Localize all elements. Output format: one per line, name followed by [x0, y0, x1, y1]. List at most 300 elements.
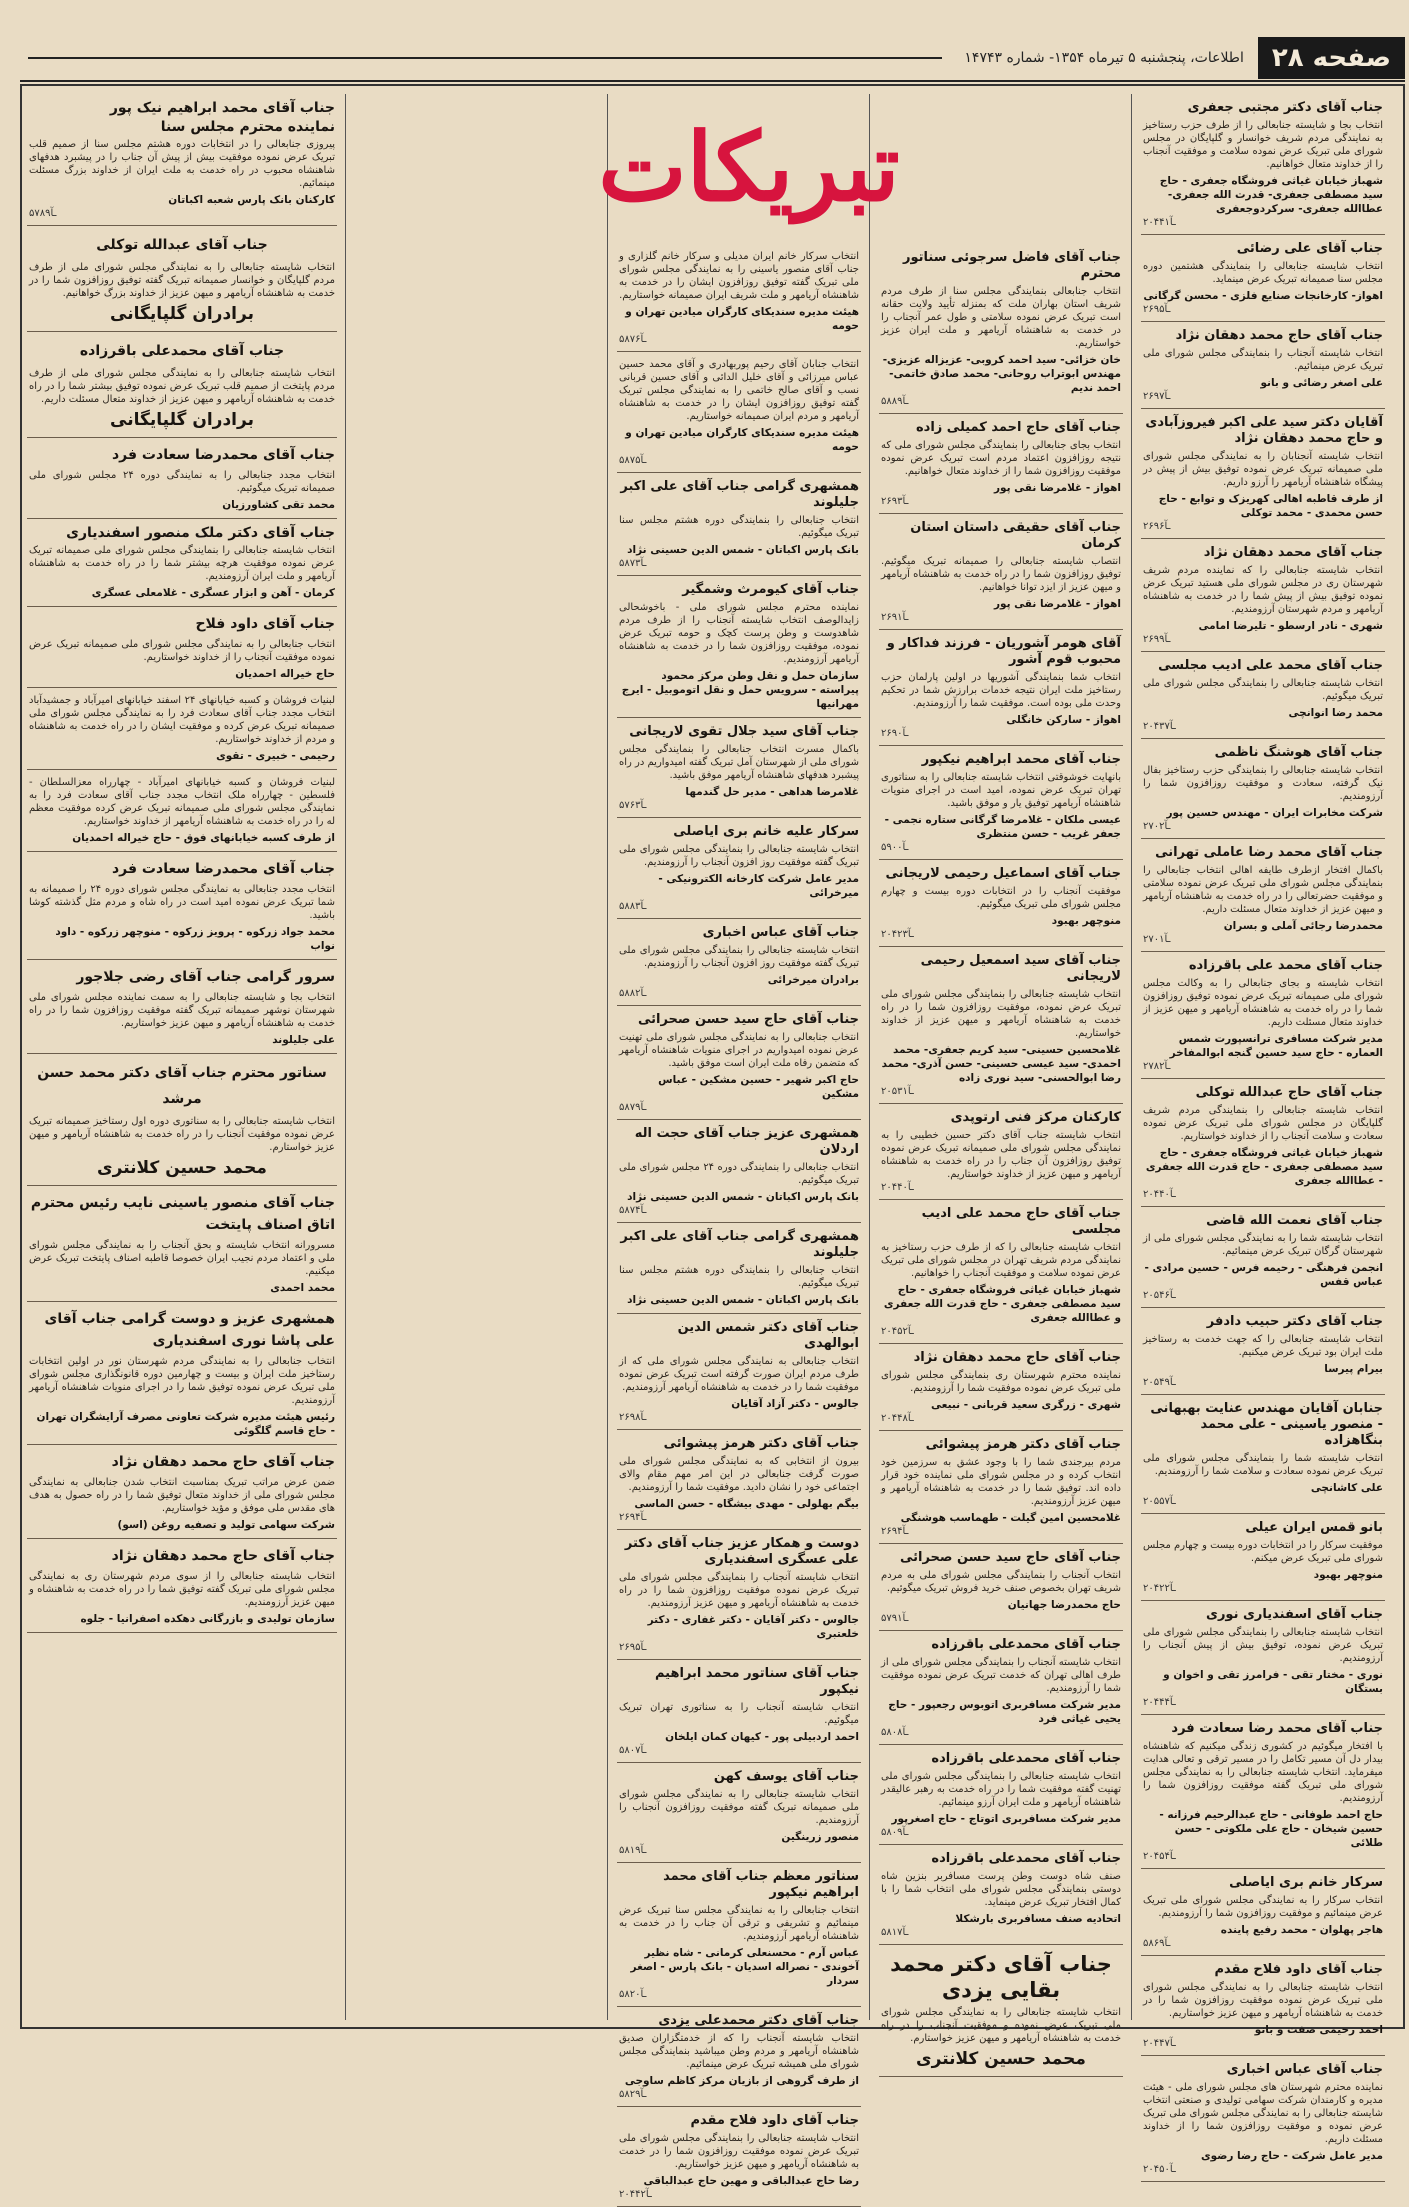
- feature-signature: محمد حسین کلانتری: [916, 2049, 1086, 2069]
- notice: [1141, 1308, 1385, 1395]
- notice-body: انتخاب شایسته جنابعالی را از سوی مردم شهرستان ری به نمایندگی مجلس شورای ملی تبریک گفته توفیق شما را در راه خدمت به شاهنشاه و میهن عزیز آرزومندیم.: [29, 1571, 335, 1608]
- notice-title: جناب آقای فاضل سرجوئی سناتور محترم: [903, 250, 1121, 281]
- notice-title: جناب آقای محمدرضا سعادت فرد: [112, 861, 335, 877]
- notice-signature: هیئت مدیره سندیکای کارگران میادین تهران و حومه: [625, 306, 859, 332]
- notice-code: ۲۰۴۳۷ـآ: [1143, 721, 1176, 732]
- notice: [617, 1863, 861, 2007]
- notice: [27, 1445, 337, 1539]
- notice-body: انتخاب شایسته جنابعالی را به نمایندگی مجلس شورای ملی از طرف مردم گلپایگان و خوانسار صمیمانه تبریک گفته توفیق روزافزون شما را در خدمت به شاهنشاه آریامهر و میهن عزیز از خداوند بزرگ خواهانیم.: [29, 262, 335, 299]
- notice-body: بیرون از انتخابی که به نمایندگی مجلس شورای ملی صورت گرفت جنابعالی در این امر مهم مقام والای اجتماعی خود را نشان دادید. موفقیت شما را آرزومندیم.: [619, 1456, 859, 1493]
- column-2: [875, 94, 1127, 2069]
- notice-signature: خان خزائی- سید احمد کروبی- عزیزاله عزیزی- مهندس ابوتراب روحانی- محمد صادق خاتمی- احمد ندیم: [882, 354, 1121, 394]
- notice-title: همشهری گرامی جناب آقای علی اکبر جلیلوند: [620, 479, 859, 510]
- notice: [617, 352, 861, 473]
- notice-code: ۵۹۰۰ـآ: [881, 842, 909, 853]
- notice-signature: از طرف قاطبه اهالی کهریزک و توابع - حاج حسن محمدی - محمد توکلی: [1158, 493, 1383, 519]
- notice: [879, 1845, 1123, 1945]
- notice-title: جناب آقای دکتر ملک منصور اسفندیاری: [66, 525, 335, 541]
- notice: [617, 473, 861, 576]
- header-rule: [28, 57, 942, 59]
- notice-body: انتخاب جنابعالی را بنمایندگی دوره ۲۴ مجلس شورای ملی تبریک میگوئیم.: [619, 1162, 859, 1186]
- notice-signature: هیئت مدیره سندیکای کارگران میادین تهران و حومه: [625, 427, 859, 453]
- notice-title: سرکار خانم بری ایاصلی: [1229, 1875, 1383, 1890]
- notice-signature: محمد رضا انوانچی: [1288, 707, 1383, 719]
- notice-code: ۵۸۸۳ـآ: [619, 901, 647, 912]
- notice: [879, 1745, 1123, 1845]
- notice-signature: اهواز - ساركن خانگلی: [1006, 714, 1121, 726]
- notice-signature: شهباز خیابان غیاثی فروشگاه جعفری - حاج سید مصطفی جعفری - حاج قدرت الله جعفری - عطاالله جعفری: [1145, 1147, 1383, 1187]
- notice-signature: رحیمی - خبیری - تقوی: [216, 750, 335, 762]
- notice-code: ۲۶۹۶ـآ: [1143, 521, 1171, 532]
- notice: [879, 514, 1123, 630]
- notice-body: انتخاب مجدد جنابعالی به نمایندگی مجلس شورای دوره ۲۴ را صمیمانه به شما تبریک عرض نموده امید است در راه شاه و مردم مثل گذشته کوشا باشید.: [29, 884, 335, 921]
- notice-body: انتخاب شایسته جنابعالی را بنمایندگی مجلس شورای ملی صمیمانه تبریک عرض نموده موفقیت هرچه بیشتر شما را در راه خدمت به شاهنشاه آریامهر و ملت ایران آرزومندیم.: [29, 545, 335, 582]
- notice-title: جناب آقای محمد رضا سعادت فرد: [1171, 1721, 1383, 1736]
- notice-title: همشهری عزیز جناب آقای حجت اله اردلان: [634, 1126, 859, 1157]
- notice: [617, 244, 861, 352]
- notice-signature: غلامحسین حسینی- سید کریم جعفری- محمد احمدی- سید عیسی حسینی- حسن آذری- محمد رضا ابوالحسنی- سید نوری زاده: [881, 1044, 1121, 1084]
- notice: [1141, 94, 1385, 235]
- notice-signature: محمدرضا رجائی آملی و بسران: [1223, 920, 1383, 932]
- column-3: [613, 94, 865, 2200]
- feature-notice: [879, 1945, 1123, 2077]
- notice-body: با افتخار میگوئیم در کشوری زندگی میکنیم که شاهنشاه بیدار دل آن مسیر تکامل را در مسیر ترقی و تعالی هدایت میفرماید. انتخاب شایسته جنابعالی را به نمایندگی مجلس شورای ملی تبریک گفته موفقیت روزافزون شما را آرزومندیم.: [1143, 1741, 1383, 1804]
- notice-body: انتخاب شایسته جنابعالی را به سناتوری دوره اول رستاخیز صمیمانه تبریک عرض نموده موفقیت آنجناب را در راه خدمت به شاهنشاه آریامهر و میهن عزیز خواستارم.: [29, 1116, 335, 1153]
- notice-body: انتخاب جنابان آقای رحیم پوربهادری و آقای محمد حسین عباس میرزائی و آقای خلیل الدائی و آقای حسین قربانی نسب و آقای صالح خاتمی را به نمایندگی مجلس تبریک گفته توفیق روزافزون ایشان را در خدمت به شاهنشاه آریامهر و مردم ایران صمیمانه خواستاریم.: [619, 359, 859, 422]
- notice-title: جناب آقای محمد دهقان نژاد: [1203, 545, 1383, 560]
- notice-title: جناب آقای حاج محمد علی ادیب مجلسی: [921, 1206, 1121, 1237]
- notice-code: ۲۶۹۳ـآ: [881, 496, 909, 507]
- notice: [1141, 1395, 1385, 1514]
- notice-code: ۲۶۹۴ـآ: [619, 1512, 647, 1523]
- notice: [1141, 839, 1385, 952]
- notice-code: ۵۸۷۳ـآ: [619, 558, 647, 569]
- notice-body: انتخاب سرکار را به نمایندگی مجلس شورای ملی تبریک عرض مینمائیم و موفقیت روزافزون شما را آرزومندیم.: [1143, 1895, 1383, 1919]
- notice-code: ۲۰۴۴۲ـآ: [619, 2189, 652, 2200]
- notice-code: ۲۰۴۵۴ـآ: [1143, 1851, 1176, 1862]
- notice-body: باکمال مسرت انتخاب جنابعالی را بنمایندگی مجلس شورای ملی از شهرستان آمل تبریک گفته امیدواریم در راه پیشبرد هدفهای شاهنشاه آریامهر موفق باشید.: [619, 744, 859, 781]
- notice-title: جناب آقای محمد ابراهیم نیک پور: [109, 100, 335, 116]
- notice-body: انتخاب آنجناب را بنمایندگی مجلس شورای ملی به مردم شریف تهران بخصوص صنف خرید فروش تبریک میگوئیم.: [881, 1570, 1121, 1594]
- notice-title: جناب آقای دکتر هرمز پیشوائی: [663, 1436, 859, 1451]
- notice-body: انتخاب شایسته جنابعالی را بنمایندگی مردم شریف گلپایگان در مجلس شورای ملی تبریک عرض نموده سعادت و سلامت آنجناب را از خداوند خواستاریم.: [1143, 1105, 1383, 1142]
- notice: [27, 519, 337, 607]
- notice-code: ۲۰۵۳۱ـآ: [881, 1086, 914, 1097]
- notice-code: ۵۸۸۲ـآ: [619, 988, 647, 999]
- column-1: [1137, 94, 1389, 2175]
- notice: [617, 818, 861, 919]
- notice-title: سرور گرامی جناب آقای رضی جلاجور: [76, 969, 335, 985]
- notice-title: جناب آقای علی رضائی: [1236, 241, 1383, 256]
- notice-title: جناب آقای محمدعلی باقرزاده: [931, 1637, 1121, 1652]
- notice-signature: محمد احمدی: [270, 1282, 335, 1294]
- notice-body: مسرورانه انتخاب شایسته و بحق آنجناب را به نمایندگی مجلس شورای ملی و اعتماد مردم نجیب ایران خصوصا قاطبه اصناف پایتخت تبریک عرض میکنیم.: [29, 1240, 335, 1277]
- notice-code: ۲۶۹۵ـآ: [619, 1642, 647, 1653]
- notice-signature: رئیس هیئت مدیره شرکت تعاونی مصرف آرایشگران تهران - حاج قاسم گلگوئی: [36, 1411, 335, 1437]
- notice-title: جناب آقای محمدرضا سعادت فرد: [112, 447, 335, 463]
- notice-code: ۲۶۹۵ـآ: [1143, 304, 1171, 315]
- notice: [879, 1200, 1123, 1344]
- notice-body: لبنیات فروشان و کسبه خیابانهای ۲۴ اسفند خیابانهای امیرآباد و جمشیدآباد انتخاب مجدد جناب آقای سعادت فرد را به نمایندگی مجلس شورای ملی صمیمانه تبریک عرض کرده و موفقیت ایشان را در راه خدمت به شاهنشاه و مردم از خداوند خواستاریم.: [29, 695, 335, 745]
- notice-signature: مدیر عامل شرکت - حاج رضا رضوی: [1200, 2150, 1383, 2162]
- notice-code: ۲۰۴۵۰ـآ: [1143, 2164, 1176, 2175]
- column-divider: [869, 94, 870, 2020]
- notice: [879, 630, 1123, 746]
- notice-signature: محمد تقی کشاورزیان: [222, 499, 335, 511]
- notice: [879, 1544, 1123, 1631]
- notice: [27, 94, 337, 226]
- notice-code: ۵۸۷۹ـآ: [619, 1102, 647, 1113]
- notice-signature: عیسی ملکان - غلامرضا گرگانی ستاره نجمی - جعفر غریب - حسن منتظری: [884, 814, 1121, 840]
- notice-signature: کرمان - آهن و ابزار عسگری - غلامعلی عسگری: [91, 587, 335, 599]
- notice: [27, 226, 337, 332]
- notice: [1141, 1869, 1385, 1956]
- notice-code: ۲۶۹۸ـآ: [619, 1412, 647, 1423]
- notice-signature: انجمن فرهنگی - رحیمه فرس - حسین مرادی - عباس قفس: [1144, 1262, 1383, 1288]
- notice: [879, 1431, 1123, 1544]
- notice: [879, 860, 1123, 947]
- notice-body: انتخاب سرکار خانم ایران مدیلی و سرکار خانم گلزاری و جناب آقای منصور یاسینی را به نمایندگی مجلس شورای ملی تبریک گفته توفیق روزافزون ایشان را در خدمت به شاهنشاه آریامهر و ملت شریف ایران صمیمانه خواستاریم.: [619, 251, 859, 301]
- notice-body: انتخاب بجا و شایسته جنابعالی را از طرف حزب رستاخیز به نمایندگی مردم شریف خوانسار و گلپایگان در مجلس شورای ملی تبریک عرض نموده سلامت و موفقیت آنجناب را از خداوند متعال خواهانیم.: [1143, 120, 1383, 170]
- notice-signature: شهباز خیابان غیاثی فروشگاه جعفری - حاج سید مصطفی جعفری - حاج قدرت الله جعفری و عطاالله جعفری: [883, 1284, 1121, 1324]
- page-header: [20, 36, 1405, 82]
- notice-body: پیروزی جنابعالی را در انتخابات دوره هشتم مجلس سنا از صمیم قلب تبریک عرض نموده موفقیت بیش از پیش آن جناب را در پیشبرد هدفهای شاهنشاه محبوب در راه خدمت به ملت ایران از خداوند بزرگ مسئلت مینمائیم.: [29, 139, 335, 189]
- notice: [617, 919, 861, 1006]
- notice-signature: بانک پارس اکباتان - شمس الدین حسینی نژاد: [627, 1294, 859, 1306]
- notice-signature: محمد جواد زرکوه - پرویز زرکوه - منوچهر زرکوه - داود نواب: [55, 926, 335, 952]
- notice: [617, 1314, 861, 1430]
- notice-title: جناب آقای محمد رضا عاملی تهرانی: [1155, 845, 1383, 860]
- notice-signature: از طرف کسبه خیابانهای فوق - حاج خیراله احمدیان: [72, 832, 335, 844]
- notice: [27, 438, 337, 519]
- notice-signature: مدیر شرکت مسافربری اتوتاج - حاج اصغرپور: [891, 1813, 1121, 1825]
- notice-code: ۵۸۶۹ـآ: [1143, 1938, 1171, 1949]
- notice-body: انتخاب شایسته آنجنابان را به نمایندگی مجلس شورای ملی صمیمانه تبریک عرض نموده توفیق بیش از پیش در پیشگاه شاهنشاه آریامهر را آرزو داریم.: [1143, 451, 1383, 488]
- notice: [879, 1344, 1123, 1431]
- notice-signature: کارکنان بانک پارس شعبه اکباتان: [168, 194, 335, 206]
- notice: [1141, 1514, 1385, 1601]
- notice-code: ۲۷۰۱ـآ: [1143, 934, 1171, 945]
- notice: [617, 1660, 861, 1763]
- notice-code: ۵۸۰۹ـآ: [881, 1827, 909, 1838]
- notice-signature: اهواز- کارخانجات صنایع فلزی - محسن گرگانی: [1143, 290, 1383, 302]
- notice-body: انتخاب شایسته جنابعالی را بنمایندگی حزب رستاخیز بفال نیک گرفته، سعادت و موفقیت روزافزون شما را آرزومندیم.: [1143, 765, 1383, 802]
- notice-body: انتخاب شایسته جنابعالی را به نمایندگی مجلس شورای ملی تبریک عرض نموده موفقیت روزافزون شما را در خدمت به شاهنشاه آریامهر و میهن عزیز خواستاریم.: [1143, 1982, 1383, 2019]
- notice-title: همشهری گرامی جناب آقای علی اکبر جلیلوند: [620, 1229, 859, 1260]
- notice-title: جناب آقای محمد علی ادیب مجلسی: [1158, 658, 1383, 673]
- notice: [1141, 1079, 1385, 1207]
- notice-code: ۲۰۵۴۶ـآ: [1143, 1290, 1176, 1301]
- notice-signature: جالوس - دکتر آقایان - دکتر غفاری - دکتر خلعتبری: [647, 1614, 859, 1640]
- notice-signature: بیرام پیرسا: [1324, 1363, 1383, 1375]
- notice-code: ۵۸۷۶ـآ: [619, 334, 647, 345]
- notice-title: جناب آقای عبدالله توکلی: [96, 237, 268, 253]
- notice: [1141, 1601, 1385, 1715]
- notice-code: ۲۰۴۲۲ـآ: [1143, 1583, 1176, 1594]
- notice: [27, 770, 337, 852]
- notice: [27, 688, 337, 770]
- notice: [27, 332, 337, 438]
- notice-body: انتخاب جنابعالی را به نمایندگی مجلس سنا تبریک عرض مینمائیم و تشریفی و ترقی آن جناب را در خدمت به شاهنشاه آریامهر آرزومندیم.: [619, 1905, 859, 1942]
- notice-signature: حاج اکبر شهیر - حسین مشکین - عباس مشکین: [658, 1074, 859, 1100]
- masthead-title: تبریکات: [598, 113, 900, 223]
- notice-signature: شرکت سهامی تولید و تصفیه روغن (اسو): [117, 1519, 335, 1531]
- notice: [617, 1763, 861, 1863]
- notice: [1141, 235, 1385, 322]
- notice-body: انتخاب جنابعالی را به نمایندگی مردم شهرستان نور در اولین انتخابات رستاخیز ملت ایران و بیست و چهارمین دوره قانونگذاری مجلس شورای ملی تبریک عرض نموده توفیق شما را در اجرای منویات شاهنشاه آریامهر آرزومندیم.: [29, 1356, 335, 1406]
- notice-code: ۲۶۹۱ـآ: [881, 612, 909, 623]
- notice-code: ۲۰۴۴۷ـآ: [1143, 2038, 1176, 2049]
- notice: [617, 718, 861, 818]
- notice-code: ۲۶۹۷ـآ: [1143, 391, 1171, 402]
- notice-title: جناب آقای حاج احمد کمیلی زاده: [915, 420, 1121, 435]
- notice-code: ۲۰۴۴۰ـآ: [881, 1182, 914, 1193]
- notice-title: جناب آقای حقیقی داستان استان کرمان: [910, 520, 1121, 551]
- notice-signature: شهری - نادر ارسطو - تلیرضا امامی: [1198, 620, 1383, 632]
- notice: [617, 1223, 861, 1314]
- notice-title: جناب آقای محمدعلی باقرزاده: [79, 343, 285, 359]
- notice-body: انتخاب جنابعالی را به نمایندگی مجلس شورای ملی تهنیت عرض نموده امیدواریم در اجرای منویات شاهنشاه آریامهر که متضمن رفاه ملت ایران است موفق باشید.: [619, 1032, 859, 1069]
- notice-title: جناب آقای حاج محمد دهقان نژاد: [913, 1350, 1121, 1365]
- notice-signature: رضا حاج عبدالباقی و مهین حاج عبدالباقی: [643, 2175, 859, 2187]
- notice-code: ۵۸۷۵ـآ: [619, 455, 647, 466]
- notice: [879, 1104, 1123, 1200]
- notice-title: کارکنان مرکز فنی ارتوپدی: [950, 1110, 1121, 1125]
- notice: [27, 1054, 337, 1186]
- notice-code: ۵۸۲۹ـآ: [619, 2089, 647, 2100]
- notice: [879, 1631, 1123, 1745]
- notice-title: جناب آقای دکتر هرمز پیشوائی: [925, 1437, 1121, 1452]
- notice-signature: مدیر شرکت مسافری ترانسپورت شمس العماره - حاج سید حسین گنجه ابوالمفاخر: [1169, 1033, 1383, 1059]
- notice: [27, 607, 337, 688]
- notice: [1141, 952, 1385, 1079]
- column-4: [23, 94, 341, 2022]
- notice-signature: حاج خیراله احمدیان: [235, 668, 335, 680]
- notice: [617, 1006, 861, 1120]
- notice-signature: غلامرضا هداهی - مدیر حل گندمها: [685, 786, 859, 798]
- notice-signature: شهباز خیابان غیاثی فروشگاه جعفری - حاج سید مصطفی جعفری- قدرت الله جعفری- عطاالله جعفری- سرکردوجعفری: [1159, 175, 1383, 215]
- notice-title: جناب آقای اسفندیاری نوری: [1206, 1607, 1383, 1622]
- notice: [617, 1430, 861, 1530]
- notice-code: ۲۰۴۴۰ـآ: [1143, 1189, 1176, 1200]
- notice-body: موفقیت سرکار را در انتخابات دوره بیست و چهارم مجلس شورای ملی تبریک عرض میکنم.: [1142, 1540, 1383, 1564]
- notice-body: انتخاب شایسته شما را به نمایندگی مجلس شورای ملی از شهرستان گرگان تبریک عرض مینمائیم.: [1143, 1233, 1383, 1257]
- notice: [617, 2107, 861, 2207]
- notice: [617, 1120, 861, 1223]
- notice-body: انتخاب شایسته شما را بنمایندگی مجلس شورای ملی تبریک عرض نموده سعادت و سلامت شما را آرزومندیم.: [1143, 1453, 1383, 1477]
- notice-body: انتصاب شایسته جنابعالی را صمیمانه تبریک میگوئیم. توفیق روزافزون شما را در راه خدمت به شاهنشاه آریامهر و میهن عزیز از ایزد توانا خواهانیم.: [881, 556, 1121, 593]
- notice-body: انتخاب جنابعالی بنمایندگی مجلس سنا از طرف مردم شریف استان بهاران ملت که بمنزله تأیید ولایت حقانه است تبریک عرض نموده سلامتی و طول عمر آنجناب را در خدمت به شاهنشاه آریامهر و ملت ایران عزیز خواستاریم.: [881, 286, 1121, 349]
- notice-body: انتخاب شایسته جنابعالی را که جهت خدمت به رستاخیز ملت ایران بود تبریک عرض میکنیم.: [1143, 1334, 1383, 1358]
- notice-code: ۵۸۲۰ـآ: [619, 1989, 647, 2000]
- notice-title: جناب آقای حاج محمد دهقان نژاد: [111, 1454, 335, 1470]
- notice-code: ۲۰۵۴۹ـآ: [1143, 1377, 1176, 1388]
- notice-title: جناب آقای داود فلاح مقدم: [1214, 1962, 1383, 1977]
- notice-code: ۲۷۸۲ـآ: [1143, 1061, 1171, 1072]
- issue-info: اطلاعات، پنجشنبه ۵ تیرماه ۱۳۵۴- شماره ۱۴۷۴۳: [964, 50, 1244, 66]
- notice-title: جنابان آقایان مهندس عنایت بهبهانی - منصور یاسینی - علی محمد بنگاهزاده: [1150, 1401, 1383, 1448]
- notice-signature: احمد رحیمی صفت و بانو: [1254, 2024, 1383, 2036]
- notice-code: ۵۷۸۹ـآ: [29, 208, 57, 219]
- notice-body: انتخاب شایسته جنابعالی را بنمایندگی مجلس شورای ملی تهنیت گفته موفقیت شما را در راه خدمت به رهبر عالیقدر شاهنشاه آریامهر و ملت ایران آرزو مینمائیم.: [881, 1771, 1121, 1808]
- notice-title: آقای هومر آشوریان - فرزند فداکار و محبوب قوم آشور: [886, 636, 1121, 667]
- notice-signature: شرکت مخابرات ایران - مهندس حسین پور: [1166, 807, 1383, 819]
- notice-title: جناب آقای داود فلاح مقدم: [690, 2113, 859, 2128]
- notice-signature: احمد اردبیلی پور - کیهان کمان ایلخان: [665, 1731, 859, 1743]
- notice: [1141, 1715, 1385, 1869]
- notice-body: انتخاب جنابعالی را بنمایندگی دوره هشتم مجلس سنا تبریک میگوئیم.: [619, 1265, 859, 1289]
- notice-body: انتخاب شایسته جنابعالی را به نمایندگی مجلس شورای ملی از طرف مردم پایتخت از صمیم قلب تبریک عرض نموده توفیق بیشتر شما را در راه خدمت به شاهنشاه آریامهر و میهن عزیز از خداوند متعال مسئلت داریم.: [29, 368, 335, 405]
- notice-code: ۲۶۹۴ـآ: [881, 1526, 909, 1537]
- notice: [1141, 652, 1385, 739]
- notice: [1141, 322, 1385, 409]
- notice-title: سناتور محترم جناب آقای دکتر محمد حسن مرشد: [37, 1065, 327, 1107]
- notice: [617, 2007, 861, 2107]
- notice-body: موفقیت آنجناب را در انتخابات دوره بیست و چهارم مجلس شورای ملی تبریک میگوئیم.: [881, 886, 1121, 910]
- notice-body: انتخاب مجدد جنابعالی را به نمایندگی دوره ۲۴ مجلس شورای ملی صمیمانه تبریک میگوئیم.: [29, 470, 335, 494]
- notice-signature: منصور زرینگین: [781, 1831, 859, 1843]
- column-divider: [1131, 94, 1132, 2020]
- notice-body: انتخاب شایسته جنابعالی را که نماینده مردم شریف شهرستان ری در مجلس شورای ملی هستید تبریک عرض نموده توفیق بیش از پیش شما را در خدمت به شاهنشاه آریامهر و مردم شهرستان آرزومندیم.: [1143, 565, 1383, 615]
- notice-title: جناب آقای داود فلاح: [195, 616, 335, 632]
- notice-code: ۲۰۴۴۴ـآ: [1143, 1697, 1176, 1708]
- notice-code: ۲۰۴۴۸ـآ: [881, 1413, 914, 1424]
- notice: [1141, 1207, 1385, 1308]
- notice-signature: شهری - زرگری سعید قربانی - نبیعی: [931, 1399, 1121, 1411]
- notice-title: جناب آقای محمد علی باقرزاده: [1188, 958, 1383, 973]
- notice-signature: هاجر پهلوان - محمد رفیع پاینده: [1220, 1924, 1383, 1936]
- notice-title: جناب آقای سید اسمعیل رحیمی لاریجانی: [920, 953, 1121, 984]
- notice-body: انتخاب شایسته جنابعالی را بنمایندگی مجلس شورای ملی تبریک عرض نموده، توفیق بیش از پیش آنجناب را آرزومندیم.: [1143, 1627, 1383, 1664]
- notice: [617, 1530, 861, 1660]
- notice: [1141, 409, 1385, 539]
- notice-body: انتخاب شایسته جنابعالی را بنمایندگی مجلس شورای ملی تبریک گفته موفقیت روز افزون آنجناب را آرزومندیم.: [619, 945, 859, 969]
- notice: [879, 414, 1123, 514]
- notice-code: ۵۸۱۷ـآ: [881, 1927, 909, 1938]
- notice-title: دوست و همکار عزیز جناب آقای دکتر علی عسگری اسفندیاری: [624, 1536, 859, 1567]
- notice-signature: علی جلیلوند: [272, 1034, 335, 1046]
- column-divider: [345, 94, 346, 2020]
- notice-signature: حاج احمد طوفانی - حاج عبدالرحیم فرزانه - حسین شیخان - حاج علی ملکوتی - حسن طلائی: [1159, 1809, 1383, 1849]
- page-number-badge: صفحه ۲۸: [1258, 37, 1405, 79]
- notice-signature: عباس آرم - محسنعلی کرمانی - شاه نظیر آخوندی - نصراله اسدیان - بانک پارس - اصغر سردار: [630, 1947, 859, 1987]
- notice-body: انتخاب بجا و شایسته جنابعالی را به سمت نماینده مجلس شورای ملی شهرستان نوشهر صمیمانه تبریک گفته موفقیت روزافزون شما را در راه خدمت به شاهنشاه آریامهر و میهن عزیز خواستاریم.: [29, 992, 335, 1029]
- notice-signature: سازمان حمل و نقل وطن مرکز محمود پیراسته - سرویس حمل و نقل اتوموبیل - ایرج مهرانیها: [621, 670, 859, 710]
- masthead-space: [879, 94, 1123, 244]
- notice: [1141, 1956, 1385, 2056]
- notice: [1141, 2056, 1385, 2182]
- notice-body: انتخاب شایسته جنابعالی را که از طرف حزب رستاخیز به نمایندگی مردم شریف تهران در مجلس شورای ملی تبریک عرض نموده سلامت و موفقیت آنجناب را خواهانیم.: [881, 1242, 1121, 1279]
- notice-title: جناب آقای حاج محمد دهقان نژاد: [1175, 328, 1383, 343]
- notice-body: انتخاب شایسته جنابعالی را به نمایندگی مجلس شورای ملی صمیمانه تبریک گفته موفقیت روزافزون آنجناب را آرزومندیم.: [619, 1789, 859, 1826]
- notice-title: بانو قمس ایران عیلی: [1245, 1520, 1383, 1535]
- notice-signature: مدیر شرکت مسافربری اتوبوس رجعپور - حاج یحیی غیاثی فرد: [888, 1699, 1121, 1725]
- notice-signature: منوچهر بهبود: [1313, 1569, 1383, 1581]
- notice-body: انتخاب شایسته آنجناب را به سناتوری تهران تبریک میگوئیم.: [619, 1702, 859, 1726]
- notice-title: جناب آقای عباس اخباری: [1226, 2062, 1383, 2077]
- notice-code: ۲۶۹۹ـآ: [1143, 634, 1171, 645]
- notice-signature: جالوس - دکتر آزاد آقایان: [731, 1398, 859, 1410]
- notice-title: جناب آقای نعمت الله قاضی: [1206, 1213, 1383, 1228]
- notice-body: انتخاب شایسته آنجناب را بنمایندگی مجلس شورای ملی از طرف اهالی تهران که خدمت تبریک عرض نموده موفقیت شما را آرزومندیم.: [881, 1657, 1121, 1694]
- notice-signature: حاج محمدرضا جهانیان: [1007, 1599, 1121, 1611]
- notice-title: جناب آقای سناتور محمد ابراهیم نیکپور: [654, 1666, 859, 1697]
- notice-body: انتخاب شایسته جنابعالی را بنمایندگی هشتمین دوره مجلس سنا صمیمانه تبریک عرض مینماید.: [1143, 261, 1383, 285]
- notice-body: انتخاب شایسته جنابعالی را بنمایندگی مجلس شورای ملی تبریک عرض نموده موفقیت روزافزون شما را در خدمت به شاهنشاه آریامهر و میهن عزیز خواستاریم.: [619, 2133, 859, 2170]
- notice-title: جناب آقای دکتر حبیب دادفر: [1206, 1314, 1383, 1329]
- notice-body: انتخاب شما بنمایندگی آشوریها در اولین پارلمان حزب رستاخیز ملت ایران نتیجه خدمات برارزش شما در تحکیم وحدت ملی بوده است. موفقیت شما را آرزومندیم.: [881, 672, 1121, 709]
- notice: [27, 1539, 337, 1633]
- notice-body: انتخاب شایسته آنجناب را که از خدمتگزاران صدیق شاهنشاه آریامهر و مردم وطن میباشید بنمایندگی مجلس شورای ملی همیشه تبریک عرض مینمائیم.: [619, 2033, 859, 2070]
- notice-title: جناب آقای عباس اخباری: [702, 925, 859, 940]
- notice-signature: اهواز - غلامرضا نقی پور: [993, 598, 1121, 610]
- notice-body: لبنیات فروشان و کسبه خیابانهای امیرآباد - چهارراه معزالسلطان - فلسطین - چهارراه ملک انتخاب مجدد جناب آقای سعادت فرد را به نمایندگی مجلس شورای ملی صمیمانه تبریک عرض کرده موفقیت معظم له را در راه خدمت به شاهنشاه آریامهر از خداوند خواستاریم.: [29, 777, 335, 827]
- notice-title: جناب آقای محمدعلی باقرزاده: [931, 1751, 1121, 1766]
- notice-body: انتخاب شایسته و بجای جنابعالی را به وکالت مجلس شورای ملی صمیمانه تبریک عرض نموده توفیق روزافزون شما را در راه خدمت به شاهنشاه آریامهر و میهن عزیز از خداوند متعال مسئلت داریم.: [1143, 978, 1383, 1028]
- column-divider: [607, 94, 608, 2020]
- notice-title: سناتور معظم جناب آقای محمد ابراهیم نیکپور: [663, 1869, 859, 1900]
- notice-title: جناب آقای دکتر مجتبی جعفری: [1187, 100, 1383, 115]
- notice-signature: برادران گلپایگانی: [110, 410, 254, 430]
- masthead-space: [617, 94, 861, 244]
- notice: [27, 1186, 337, 1302]
- notice-signature: برادران میرخرائی: [767, 974, 859, 986]
- notice-body: باکمال افتخار ازطرف طایفه اهالی انتخاب جنابعالی را بنمایندگی مجلس شورای ملی تبریک عرض نموده سلامتی و موفقیت حضرتعالی را در راه خدمت به شاهنشاه آریامهر و میهن عزیز از خداوند متعال مسئلت داریم.: [1143, 865, 1383, 915]
- feature-body: انتخاب شایسته جنابعالی را به نمایندگی مجلس شورای ملی تبریک عرض نموده و موفقیت آنجناب را در راه خدمت به شاهنشاه آریامهر و میهن عزیز خواستارم.: [881, 2007, 1121, 2044]
- notice-title: جناب آقای حاج عبدالله توکلی: [1195, 1085, 1383, 1100]
- notice-code: ۵۸۱۹ـآ: [619, 1845, 647, 1856]
- notice-body: بانهایت خوشوقتی انتخاب شایسته جنابعالی را به سناتوری تهران تبریک عرض نموده، امید است در اجرای منویات شاهنشاه آریامهر توفیق یار و موفق باشید.: [881, 772, 1121, 809]
- notice-body: انتخاب جنابعالی را بنمایندگی دوره هشتم مجلس سنا تبریک میگوئیم.: [619, 515, 859, 539]
- notice-title: جناب آقای حاج محمد دهقان نژاد: [111, 1548, 335, 1564]
- notice: [1141, 739, 1385, 839]
- notice-code: ۲۰۴۵۲ـآ: [881, 1326, 914, 1337]
- notice-body: نماینده محترم مجلس شورای ملی - باخوشحالی زایدالوصف انتخاب شایسته آنجناب را از طرف مردم شاهدوست و وطن پرست کچک و حومه تبریک عرض نموده، موفقیت روزافزون شما را در خدمت به شاهنشاه آریامهر آرزومندیم.: [619, 602, 859, 665]
- notice-body: انتخاب شایسته جنابعالی را بنمایندگی مجلس شورای ملی تبریک گفته موفقیت روز افزون آنجناب را آرزومندیم.: [619, 844, 859, 868]
- notice-body: انتخاب شایسته آنجناب را بنمایندگی مجلس شورای ملی تبریک عرض نموده موفقیت روزافزون شما را در راه خدمت به شاهنشاه آریامهر و میهن عزیز آرزومندیم.: [619, 1572, 859, 1609]
- notice-code: ۵۷۹۱ـآ: [881, 1613, 909, 1624]
- notice-code: ۲۷۰۲ـآ: [1143, 821, 1171, 832]
- notice-body: انتخاب جنابعالی به نمایندگی مجلس شورای ملی که از طرف مردم ایران صورت گرفته است تبریک عرض نموده موفقیت شما را در خدمت به شاهنشاه آریامهر آرزومندیم.: [619, 1356, 859, 1393]
- notice-signature: نوری - مختار تقی - فرامرز تقی و اخوان و بستگان: [1163, 1669, 1383, 1695]
- notice-title: جناب آقای حاج سید حسن صحرائی: [637, 1012, 859, 1027]
- notice-title: جناب آقای دکتر شمس الدین ابوالهدی: [677, 1320, 859, 1351]
- notice-code: ۲۰۵۵۷ـآ: [1143, 1496, 1176, 1507]
- notice-signature: مدیر عامل شرکت کارخانه الکترونیکی - میرخرائی: [658, 873, 859, 899]
- notice-signature: بانک پارس اکباتان - شمس الدین حسینی نژاد: [627, 544, 859, 556]
- notice-signature: منوچهر بهبود: [1051, 915, 1121, 927]
- feature-title: جناب آقای دکتر محمد بقایی یزدی: [890, 1952, 1112, 2002]
- notice-code: ۵۸۰۷ـآ: [619, 1745, 647, 1756]
- notice-title: سرکار علیه خانم بری ایاصلی: [673, 824, 859, 839]
- notice-signature: علی کاشانچی: [1310, 1482, 1383, 1494]
- notice-signature: بانک پارس اکباتان - شمس الدین حسینی نژاد: [627, 1191, 859, 1203]
- notice-signature: برادران گلپایگانی: [110, 304, 254, 324]
- notice-signature: محمد حسین کلانتری: [97, 1158, 267, 1178]
- notice-code: ۲۰۴۲۳ـآ: [881, 929, 914, 940]
- notice: [27, 960, 337, 1054]
- notice: [1141, 539, 1385, 652]
- notice: [879, 244, 1123, 414]
- notice-title: جناب آقای دکتر محمدعلی یزدی: [658, 2013, 859, 2028]
- notice-signature: از طرف گروهی از بازیان مرکز کاظم ساوجی: [624, 2075, 859, 2087]
- notice-title: جناب آقای هوشنگ ناظمی: [1214, 745, 1383, 760]
- notice: [617, 576, 861, 718]
- notice-signature: بیگم بهلولی - مهدی بیشگاه - حسن الماسی: [634, 1498, 859, 1510]
- notice: [27, 1302, 337, 1445]
- notice-body: انتخاب شایسته آنجناب را بنمایندگی مجلس شورای ملی تبریک عرض مینمائیم.: [1143, 348, 1383, 372]
- notice-signature: غلامحسین امین گیلت - طهماسب هوشنگی: [900, 1512, 1121, 1524]
